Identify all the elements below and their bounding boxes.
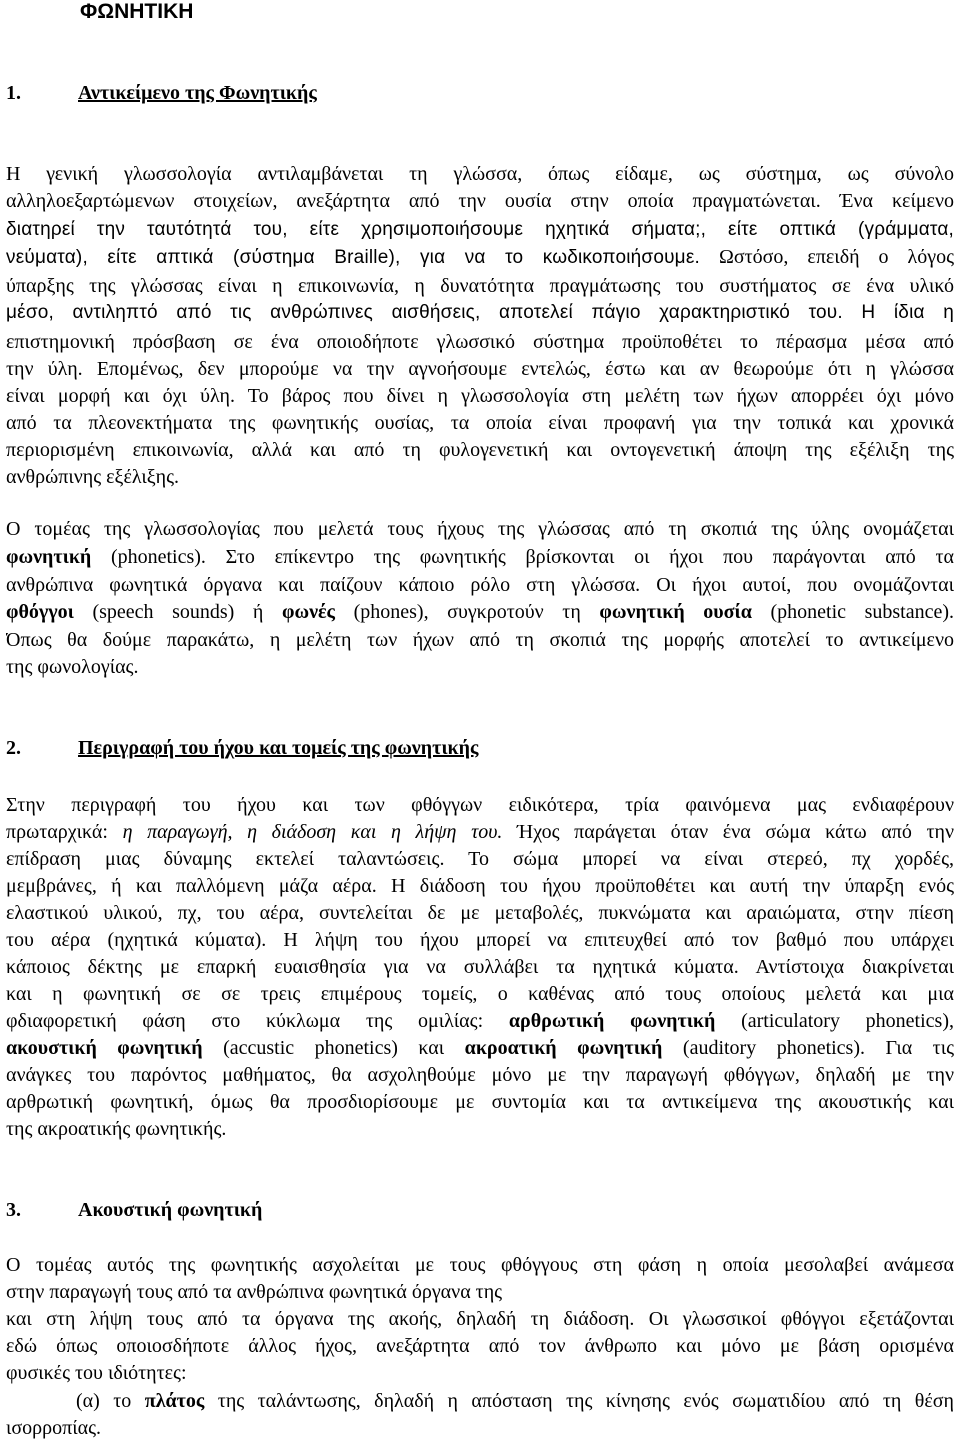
term-bold: ακροατική φωνητική <box>464 1037 663 1059</box>
text-run: το <box>113 1390 132 1412</box>
text-run: Ωστόσο, επειδή ο λόγος <box>718 246 954 268</box>
paragraph-line: Η γενική γλωσσολογία αντιλαμβάνεται τη γλώσσα, όπως είδαμε, ως σύστημα, ως σύνολο <box>6 163 954 185</box>
paragraph-line: ανάγκες του παρόντος μαθήματος, θα ασχοληθούμε μόνο με την παραγωγή φθόγγων, δηλαδή με την <box>6 1064 954 1086</box>
section-1-heading <box>6 78 954 108</box>
section-2-heading <box>6 733 954 763</box>
paragraph-line: Ο τομέας αυτός της φωνητικής ασχολείται με τους φθόγγους στη φάση η οποία μεσολαβεί ανάμεσα <box>6 1254 954 1276</box>
paragraph-line: επιστημονική πρόσβαση σε ένα οποιοδήποτε γλωσσικό σύστημα προϋποθέτει το πέρασμα μέσα από <box>6 331 954 353</box>
paragraph-line: της ακροατικής φωνητικής. <box>6 1118 227 1140</box>
paragraph-line <box>6 1006 954 1036</box>
section-1-number: 1. <box>6 82 21 104</box>
term-bold: πλάτος <box>144 1390 205 1412</box>
text-run: της ταλάντωσης, δηλαδή η απόσταση της κίνησης ενός σωματιδίου από τη θέση <box>217 1390 954 1412</box>
paragraph-line: Όπως θα δούμε παρακάτω, η μελέτη των ήχων από τη σκοπιά της μορφής αποτελεί το αντικείμενο <box>6 629 954 651</box>
term-bold: ακουστική φωνητική <box>6 1037 203 1059</box>
text-run: (phonetic substance). <box>770 601 954 623</box>
paragraph-line: φυσικές του ιδιότητες: <box>6 1362 187 1384</box>
paragraph-line: αρθρωτική φωνητική, όμως θα προσδιορίσουμε με συντομία και τα αντικείμενα της ακουστικής και <box>6 1091 954 1113</box>
list-marker: (α) <box>76 1390 100 1412</box>
paragraph-line: ύπαρξης της γλώσσας είναι η επικοινωνία, η δυνατότητα πραγμάτωσης του συστήματος σε ένα υλικό <box>6 275 954 297</box>
paragraph-line <box>6 817 954 847</box>
paragraph-line: ανθρώπινης εξέλιξης. <box>6 466 179 488</box>
section-1-title: Αντικείμενο της Φωνητικής <box>78 82 317 104</box>
section-2-number: 2. <box>6 737 21 759</box>
paragraph-line: μεμβράνες, ή και παλλόμενη μάζα αέρα. Η διάδοση του ήχου προϋποθέτει και αυτή την ύπαρξη ενός <box>6 875 954 897</box>
text-run: (auditory phonetics). Για τις <box>682 1037 954 1059</box>
paragraph-line <box>6 597 954 627</box>
text-run: (phones), συγκροτούν τη <box>353 601 581 623</box>
text-run: (articulatory phonetics), <box>741 1010 954 1032</box>
paragraph-line: ελαστικού υλικού, πχ, του αέρα, συντελείται δε με μεταβολές, πυκνώματα και αραιώματα, στην πίεση <box>6 902 954 924</box>
text-run: (accustic phonetics) και <box>223 1037 445 1059</box>
section-3-heading <box>6 1195 954 1225</box>
paragraph-line <box>6 381 954 411</box>
paragraph-line <box>6 354 954 384</box>
text-run: Επομένως, δεν μπορούμε να την αγνοήσουμε εντελώς, έστω και αν θεωρούμε ότι η γλώσσα <box>96 358 954 380</box>
text-run: (speech sounds) ή <box>92 601 264 623</box>
paragraph-line <box>6 542 954 572</box>
text-run: την ύλη. <box>6 358 83 380</box>
text-run: είναι μορφή και όχι ύλη. <box>6 385 235 407</box>
text-run: Η ίδια η <box>861 302 954 323</box>
paragraph-line: διατηρεί την ταυτότητά του, είτε χρησιμοποιήσουμε ηχητικά σήματα;, είτε οπτικά (γράμματα, <box>6 219 954 240</box>
paragraph-line: περιορισμένη επικοινωνία, αλλά και από τη φυλογενετική και οντογενετική άποψη της εξέλιξη της <box>6 439 954 461</box>
text-run: νεύματα), είτε απτικά (σύστημα Braille), για να το κωδικοποιήσουμε. <box>6 247 700 268</box>
paragraph-line <box>6 298 954 328</box>
text-run: Ήχος παράγεται όταν ένα σώμα κάτω από την <box>517 821 954 843</box>
term-bold: αρθρωτική φωνητική <box>508 1010 716 1032</box>
paragraph-line: και η φωνητική σε σε τρεις επιμέρους τομείς, ο καθένας από τους οποίους μελετά και μια <box>6 983 954 1005</box>
paragraph-line: ισορροπίας. <box>6 1417 101 1439</box>
paragraph-line: από τα πλεονεκτήματα της φωνητικής ουσίας, τα οποία είναι προφανή για την τοπικά και χρονικά <box>6 412 954 434</box>
list-item <box>76 1386 954 1416</box>
paragraph-line: της φωνολογίας. <box>6 656 139 678</box>
term-bold: φωνητική <box>6 546 92 568</box>
paragraph-line <box>6 1033 954 1063</box>
section-3-title: Ακουστική φωνητική <box>78 1199 263 1221</box>
term-bold: φωνητική ουσία <box>599 601 752 623</box>
text-run: φδιαφορετική φάση στο κύκλωμα της ομιλίας: <box>6 1010 484 1032</box>
paragraph-line: του αέρα (ηχητικά κύματα). Η λήψη του ήχου μπορεί να επιτευχθεί από τον βαθμό που υπάρχει <box>6 929 954 951</box>
paragraph-line: Ο τομέας της γλωσσολογίας που μελετά τους ήχους της γλώσσας από τη σκοπιά της ύλης ονομάζεται <box>6 518 954 540</box>
paragraph-line: κάποιος δέκτης με επαρκή ευαισθησία για να συλλάβει τα ηχητικά κύματα. Αντίστοιχα διακρίνεται <box>6 956 954 978</box>
paragraph-line: ανθρώπινα φωνητικά όργανα και παίζουν κάποιο ρόλο στη γλώσσα. Οι ήχοι αυτοί, που ονομάζονται <box>6 574 954 596</box>
document-title: ΦΩΝΗΤΙΚΗ <box>80 0 194 23</box>
paragraph-line: και στη λήψη τους από τα όργανα της ακοής, δηλαδή τη διάδοση. Οι γλωσσικοί φθόγγοι εξετάζονται <box>6 1308 954 1330</box>
paragraph-line: εδώ όπως οποιοσδήποτε άλλος ήχος, ανεξάρτητα από τον άνθρωπο και μόνο με βάση ορισμένα <box>6 1335 954 1357</box>
text-italic: η παραγωγή, η διάδοση και η λήψη του. <box>122 821 503 843</box>
text-run: (phonetics). Στο επίκεντρο της φωνητικής βρίσκονται οι ήχοι που παράγονται από τα <box>110 546 954 568</box>
term-bold: φθόγγοι <box>6 601 74 623</box>
paragraph-line: επίδραση μιας δύναμης εκτελεί ταλαντώσεις. Το σώμα μπορεί να είναι στερεό, πχ χορδές, <box>6 848 954 870</box>
paragraph-line: Στην περιγραφή του ήχου και των φθόγγων ειδικότερα, τρία φαινόμενα μας ενδιαφέρουν <box>6 794 954 816</box>
text-run: Το βάρος που δίνει η γλωσσολογία στη μελέτη των ήχων απορρέει όχι μόνο <box>247 385 954 407</box>
section-2-title: Περιγραφή του ήχου και τομείς της φωνητικής <box>78 737 479 759</box>
text-run: μέσο, αντιληπτό από τις ανθρώπινες αισθήσεις, αποτελεί πάγιο χαρακτηριστικό του. <box>6 302 843 323</box>
section-3-number: 3. <box>6 1199 21 1221</box>
paragraph-line <box>6 242 954 272</box>
paragraph-line: αλληλοεξαρτώμενων στοιχείων, ανεξάρτητα από την ουσία στην οποία πραγματώνεται. Ένα κείμενο <box>6 190 954 212</box>
term-bold: φωνές <box>281 601 335 623</box>
text-run: πρωταρχικά: <box>6 821 108 843</box>
paragraph-line: στην παραγωγή τους από τα ανθρώπινα φωνητικά όργανα της <box>6 1281 503 1303</box>
